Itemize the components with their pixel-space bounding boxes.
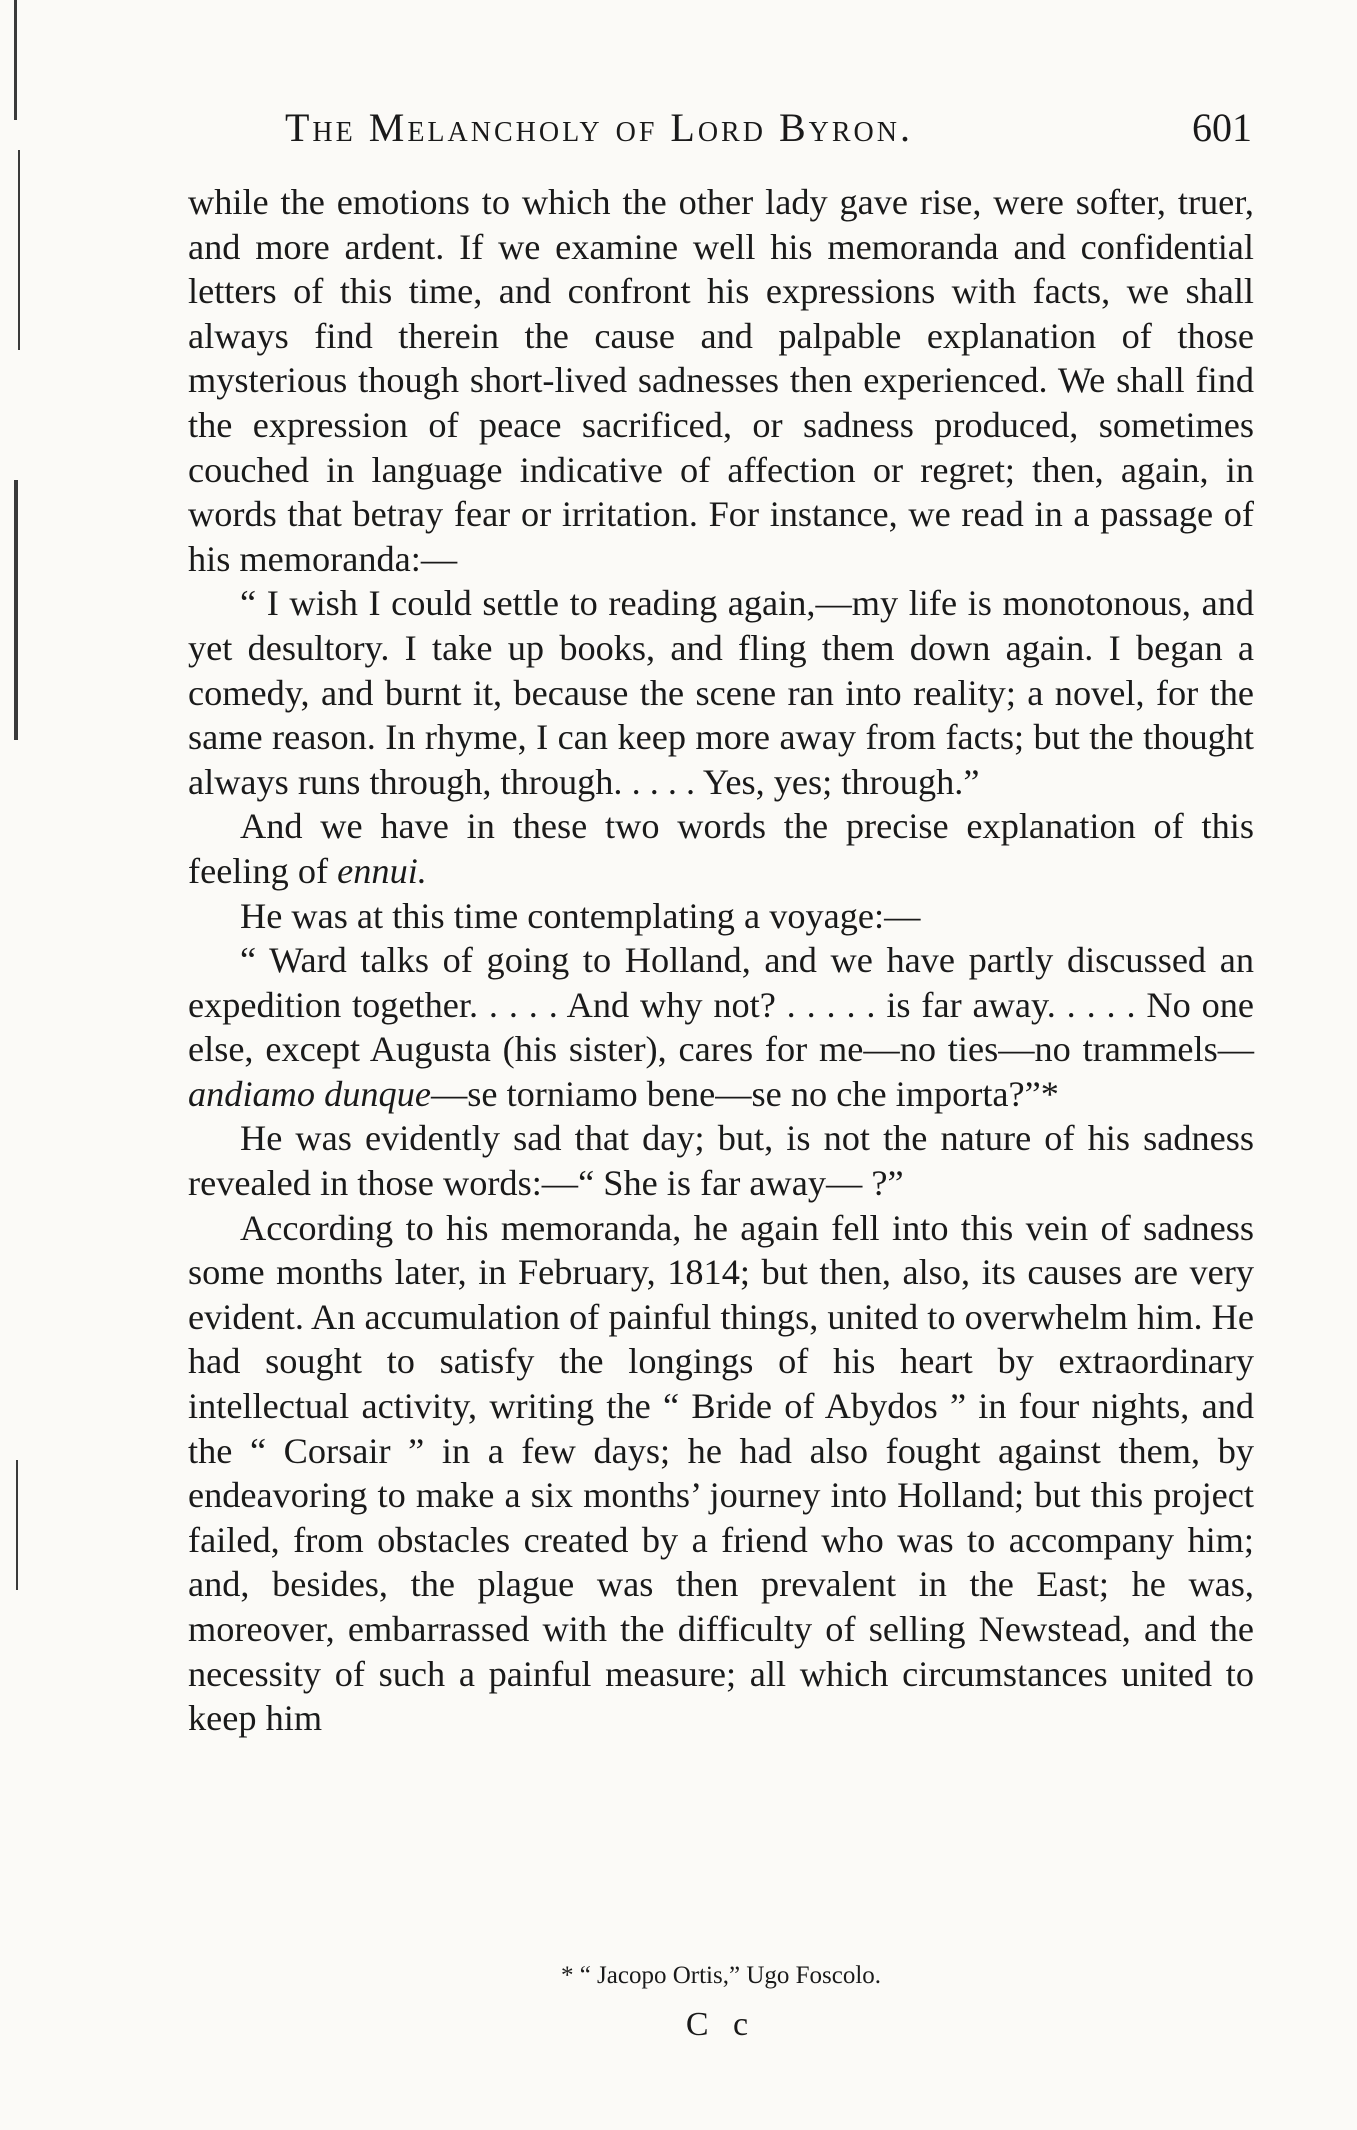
page-edge-mark: [14, 480, 18, 740]
paragraph: He was at this time contemplating a voyage:—: [240, 895, 921, 936]
paragraph: He was evidently sad that day; but, is not the nature of his sadness revealed in those words:—“ She is far away— ?”: [188, 1118, 1254, 1204]
signature-mark: C c: [685, 2006, 757, 2043]
quote-paragraph: “ I wish I could settle to reading again,—my life is monotonous, and yet desultory. I take up books, and fling them down again. I began a comedy, and burnt it, because the scene ran into reality; a novel, for the same reason. In rhyme, I can keep more away from facts; but the thought always runs through, through. . . . . Yes, yes; through.”: [188, 583, 1254, 802]
body-text: [188, 180, 1254, 1741]
running-head: [190, 104, 1252, 164]
page-edge-mark: [14, 0, 17, 120]
paragraph: According to his memoranda, he again fell into this vein of sadness some months later, in February, 1814; but then, also, its causes are very evident. An accumulation of painful things, united to overwhelm him. He had sought to satisfy the longings of his heart by extraordinary intellectual activity, writing the “ Bride of Abydos ” in four nights, and the “ Corsair ” in a few days; he had also fought against them, by endeavoring to make a six months’ journey into Holland; but this project failed, from obstacles created by a friend who was to accompany him; and, besides, the plague was then prevalent in the East; he was, moreover, embarrassed with the difficulty of selling Newstead, and the necessity of such a painful measure; all which circumstances united to keep him: [188, 1207, 1254, 1739]
page-number: 601: [1192, 105, 1252, 150]
page-edge-mark: [18, 150, 20, 350]
page-edge-mark: [16, 1460, 18, 1590]
footnote: * “ Jacopo Ortis,” Ugo Foscolo.: [560, 1962, 882, 1989]
paragraph: And we have in these two words the precise explanation of this feeling of ennui.: [188, 806, 1254, 891]
paragraph: while the emotions to which the other lady gave rise, were softer, truer, and more ardent. If we examine well his memoranda and confidential letters of this time, and confront his expressions with facts, we shall always find therein the cause and palpable explanation of those mysterious though short-lived sadnesses then experienced. We shall find the expression of peace sacrificed, or sadness produced, sometimes couched in language indicative of affection or regret; then, again, in words that betray fear or irritation. For instance, we read in a passage of his memoranda:—: [188, 182, 1254, 579]
quote-paragraph: “ Ward talks of going to Holland, and we have partly discussed an expedition together. . . . . And why not? . . . . . is far away. . . . . No one else, except Augusta (his sister), cares for me—no ties—no trammels—andiamo dunque—se torniamo bene—se no che importa?”*: [188, 940, 1254, 1114]
running-title: The Melancholy of Lord Byron.: [285, 105, 913, 150]
